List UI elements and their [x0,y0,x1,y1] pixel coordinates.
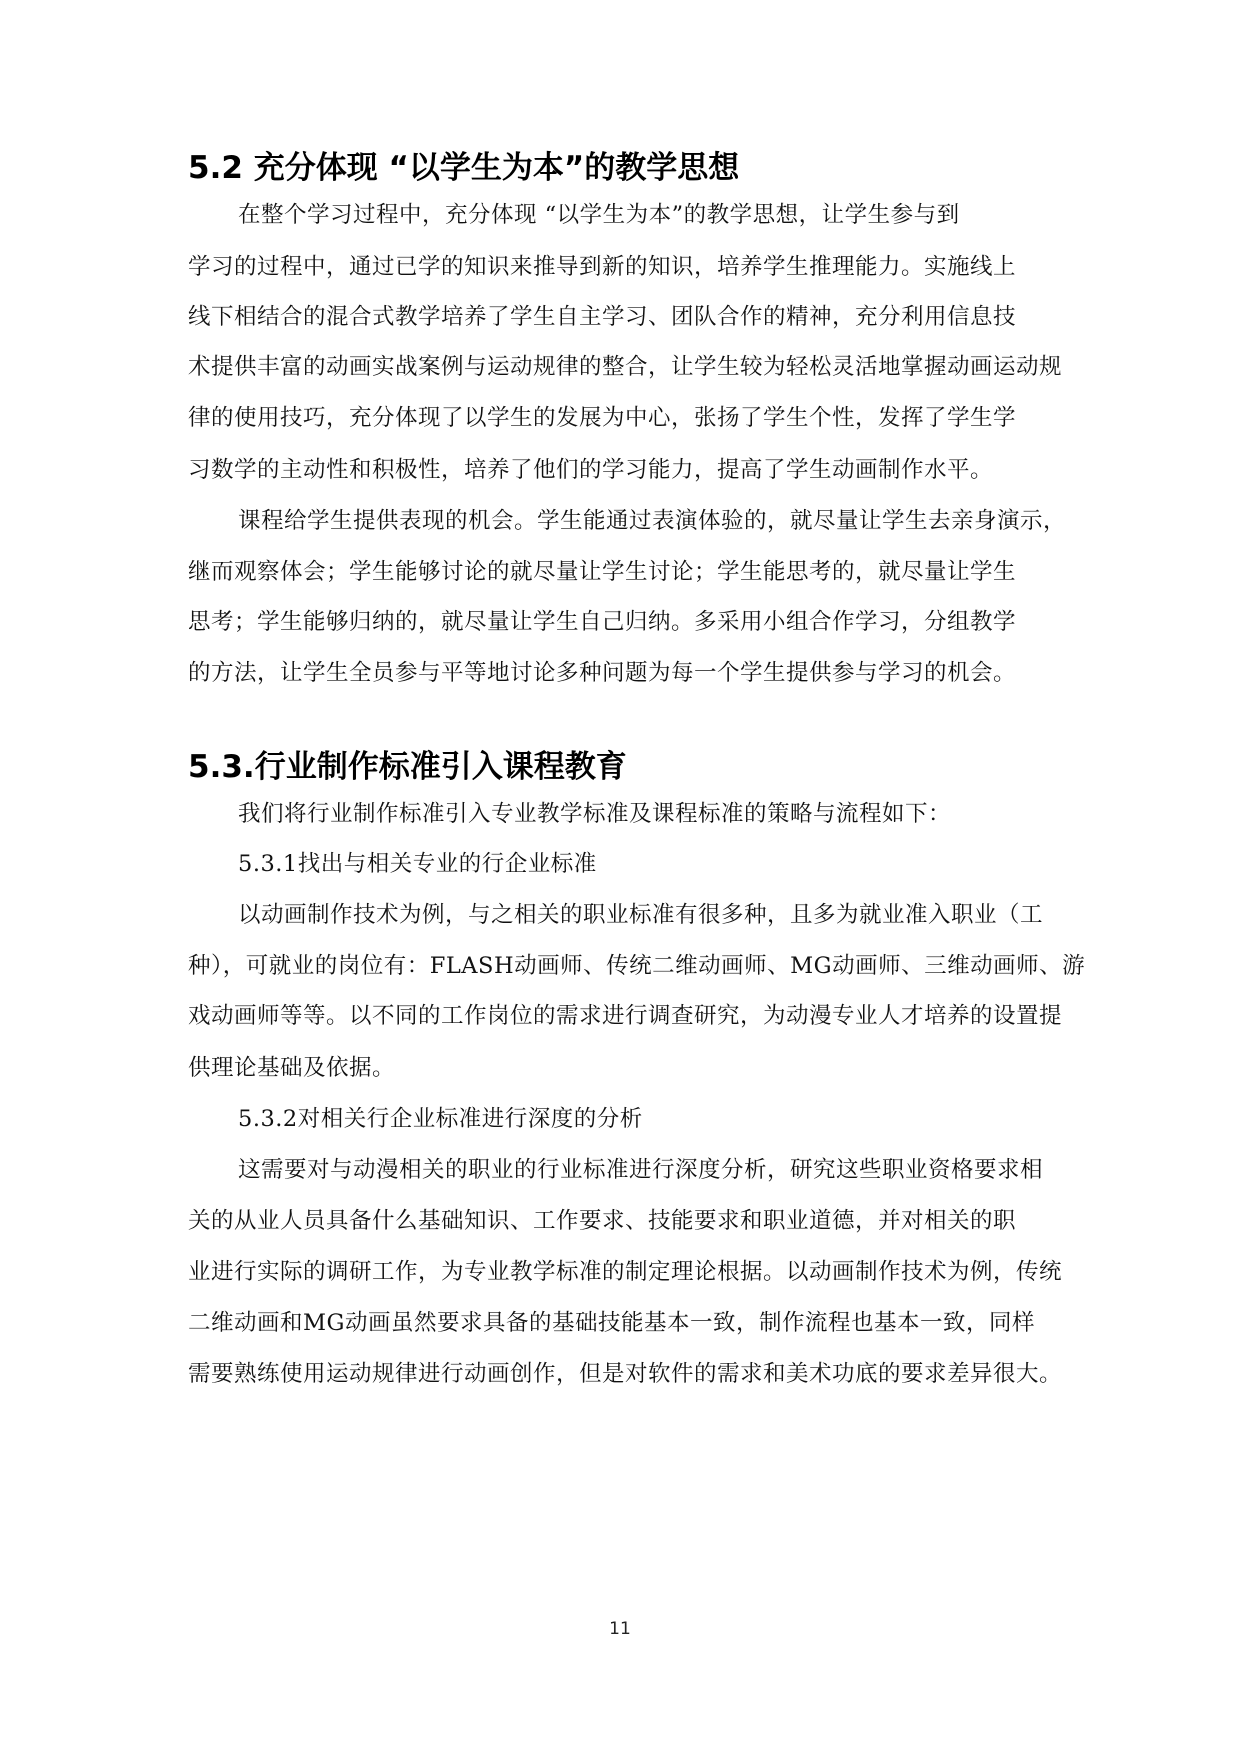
paragraph-line: 习数学的主动性和积极性，培养了他们的学习能力，提高了学生动画制作水平。 [188,457,994,483]
paragraph-line: 继而观察体会；学生能够讨论的就尽量让学生讨论；学生能思考的，就尽量让学生 [188,559,1017,585]
paragraph-line: 供理论基础及依据。 [188,1055,396,1081]
paragraph-line: 术提供丰富的动画实战案例与运动规律的整合，让学生较为轻松灵活地掌握动画运动规 [188,354,1063,380]
paragraph-line: 关的从业人员具备什么基础知识、工作要求、技能要求和职业道德，并对相关的职 [188,1208,1017,1234]
paragraph-line: 课程给学生提供表现的机会。学生能通过表演体验的，就尽量让学生去亲身演示， [238,508,1067,534]
paragraph-line: 需要熟练使用运动规律进行动画创作，但是对软件的需求和美术功底的要求差异很大。 [188,1361,1063,1387]
paragraph-line: 律的使用技巧，充分体现了以学生的发展为中心，张扬了学生个性，发挥了学生学 [188,405,1017,431]
subsection-heading-5-3-2: 5.3.2对相关行企业标准进行深度的分析 [238,1106,643,1132]
paragraph-line: 种），可就业的岗位有：FLASH动画师、传统二维动画师、MG动画师、三维动画师、游 [188,953,1086,979]
section-heading-5-3: 5.3.行业制作标准引入课程教育 [188,749,627,785]
page-number: 11 [609,1619,631,1639]
section-heading-5-2: 5.2 充分体现 “以学生为本”的教学思想 [188,150,740,186]
paragraph-line: 学习的过程中，通过已学的知识来推导到新的知识，培养学生推理能力。实施线上 [188,254,1017,280]
subsection-heading-5-3-1: 5.3.1找出与相关专业的行企业标准 [238,851,597,877]
paragraph-line: 思考；学生能够归纳的，就尽量让学生自己归纳。多采用小组合作学习，分组教学 [188,609,1017,635]
paragraph-line: 线下相结合的混合式教学培养了学生自主学习、团队合作的精神，充分利用信息技 [188,304,1017,330]
paragraph-line: 二维动画和MG动画虽然要求具备的基础技能基本一致，制作流程也基本一致，同样 [188,1310,1036,1336]
paragraph-line: 戏动画师等等。以不同的工作岗位的需求进行调查研究，为动漫专业人才培养的设置提 [188,1003,1063,1029]
paragraph-line: 的方法，让学生全员参与平等地讨论多种问题为每一个学生提供参与学习的机会。 [188,660,1017,686]
paragraph-line: 在整个学习过程中，充分体现 “以学生为本”的教学思想，让学生参与到 [238,202,960,228]
paragraph-line: 我们将行业制作标准引入专业教学标准及课程标准的策略与流程如下： [238,801,952,827]
paragraph-line: 这需要对与动漫相关的职业的行业标准进行深度分析，研究这些职业资格要求相 [238,1157,1044,1183]
paragraph-line: 以动画制作技术为例，与之相关的职业标准有很多种，且多为就业准入职业（工 [238,902,1044,928]
paragraph-line: 业进行实际的调研工作，为专业教学标准的制定理论根据。以动画制作技术为例，传统 [188,1259,1063,1285]
